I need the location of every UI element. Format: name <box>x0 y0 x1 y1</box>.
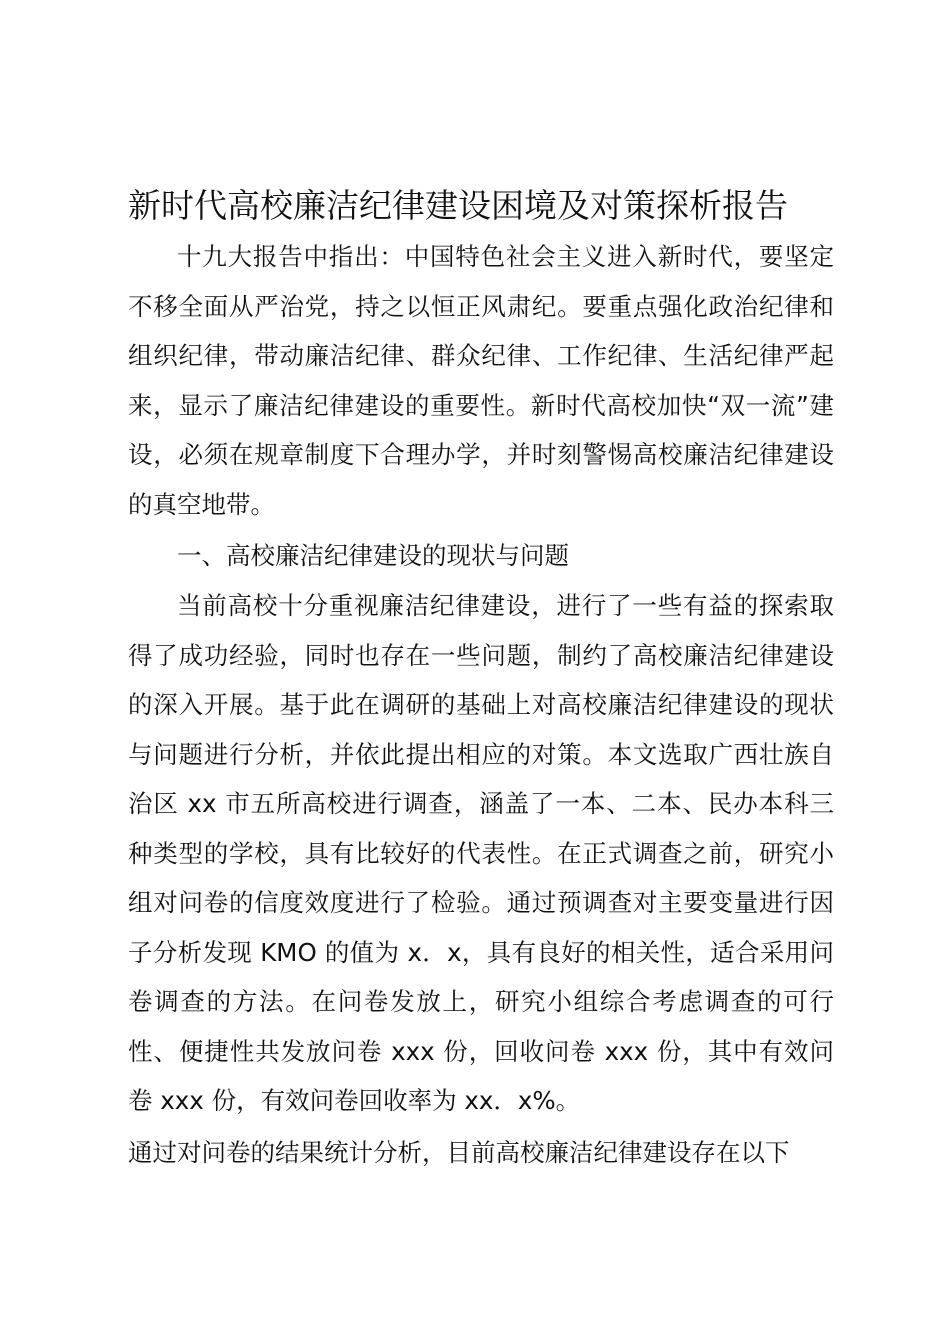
paragraph-analysis: 通过对问卷的结果统计分析，目前高校廉洁纪律建设存在以下 <box>128 1138 790 1167</box>
section-heading: 一、高校廉洁纪律建设的现状与问题 <box>177 541 569 570</box>
document-title: 新时代高校廉洁纪律建设困境及对策探析报告 <box>128 186 788 225</box>
paragraph-intro: 十九大报告中指出：中国特色社会主义进入新时代，要坚定不移全面从严治党，持之以恒正风肃纪。要重点强化政治纪律和组织纪律，带动廉洁纪律、群众纪律、工作纪律、生活纪律严起来，显示了廉洁纪律建设的重要性。新时代高校加快“双一流”建设，必须在规章制度下合理办学，并时刻警惕高校廉洁纪律建设的真空地带。 <box>128 242 834 519</box>
paragraph-survey: 当前高校十分重视廉洁纪律建设，进行了一些有益的探索取得了成功经验，同时也存在一些问题，制约了高校廉洁纪律建设的深入开展。基于此在调研的基础上对高校廉洁纪律建设的现状与问题进行分析，并依此提出相应的对策。本文选取广西壮族自治区 xx 市五所高校进行调查，涵盖了一本、二本、民办本科三种类型的学校，具有比较好的代表性。在正式调查之前，研究小组对问卷的信度效度进行了检验。通过预调查对主要变量进行因子分析发现 KMO 的值为 x．x，具有良好的相关性，适合采用问卷调查的方法。在问卷发放上，研究小组综合考虑调查的可行性、便捷性共发放问卷 xxx 份，回收问卷 xxx 份，其中有效问卷 xxx 份，有效问卷回收率为 xx．x%。 <box>128 591 834 1115</box>
